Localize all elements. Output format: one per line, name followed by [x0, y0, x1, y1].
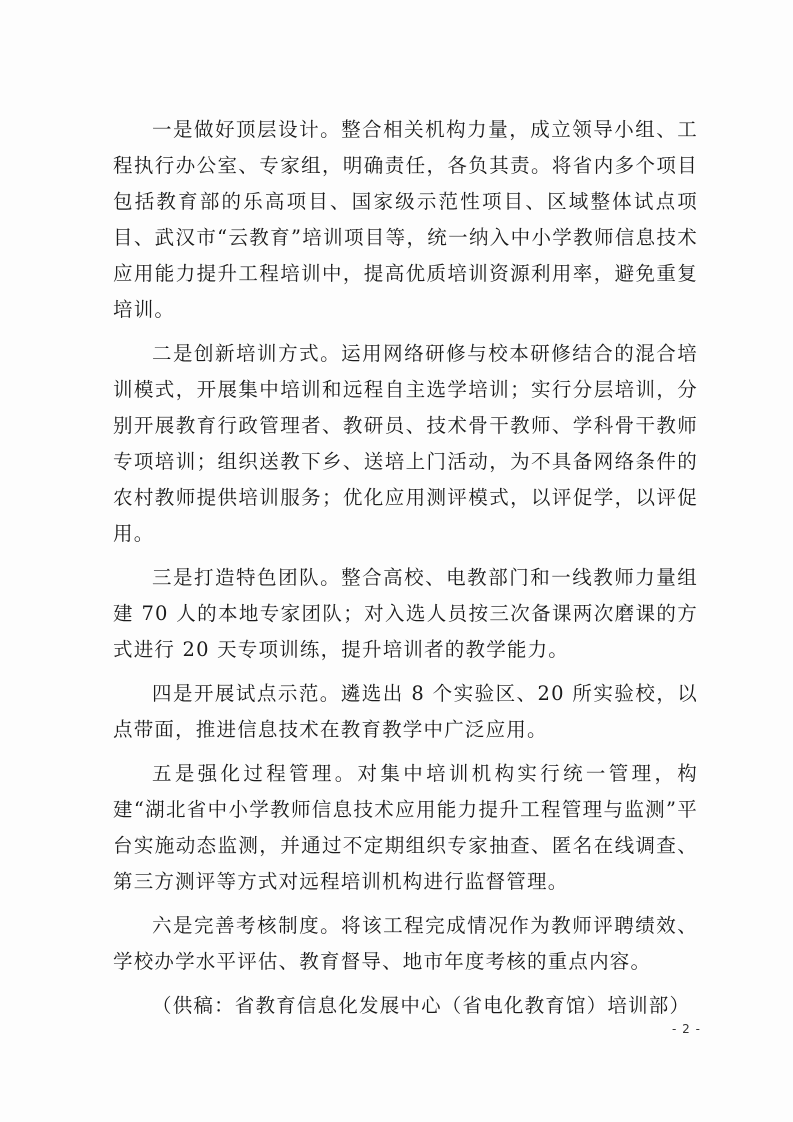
page-number: - 2 -: [672, 1022, 701, 1036]
document-body: [113, 112, 698, 1024]
source-credit: （供稿：省教育信息化发展中心（省电化教育馆）培训部）: [152, 994, 691, 1017]
paragraph-pilot-demonstration: 四是开展试点示范。遴选出 8 个实验区、20 所实验校，以点带面，推进信息技术在教育教学中广泛应用。: [113, 682, 698, 741]
paragraph-assessment-system: 六是完善考核制度。将该工程完成情况作为教师评聘绩效、学校办学水平评估、教育督导、地市年度考核的重点内容。: [113, 914, 698, 973]
paragraph-expert-team: 三是打造特色团队。整合高校、电教部门和一线教师力量组建 70 人的本地专家团队；对入选人员按三次备课两次磨课的方式进行 20 天专项训练，提升培训者的教学能力。: [113, 566, 698, 661]
paragraph-process-management: 五是强化过程管理。对集中培训机构实行统一管理，构建“湖北省中小学教师信息技术应用能力提升工程管理与监测”平台实施动态监测，并通过不定期组织专家抽查、匿名在线调查、第三方测评等方式对远程培训机构进行监督管理。: [113, 762, 698, 893]
paragraph-top-level-design: 一是做好顶层设计。整合相关机构力量，成立领导小组、工程执行办公室、专家组，明确责任，各负其责。将省内多个项目包括教育部的乐高项目、国家级示范性项目、区域整体试点项目、武汉市“云教育”培训项目等，统一纳入中小学教师信息技术应用能力提升工程培训中，提高优质培训资源利用率，避免重复培训。: [113, 118, 698, 321]
paragraph-training-methods: 二是创新培训方式。运用网络研修与校本研修结合的混合培训模式，开展集中培训和远程自主选学培训；实行分层培训，分别开展教育行政管理者、教研员、技术骨干教师、学科骨干教师专项培训；组织送教下乡、送培上门活动，为不具备网络条件的农村教师提供培训服务；优化应用测评模式，以评促学，以评促用。: [113, 342, 698, 545]
